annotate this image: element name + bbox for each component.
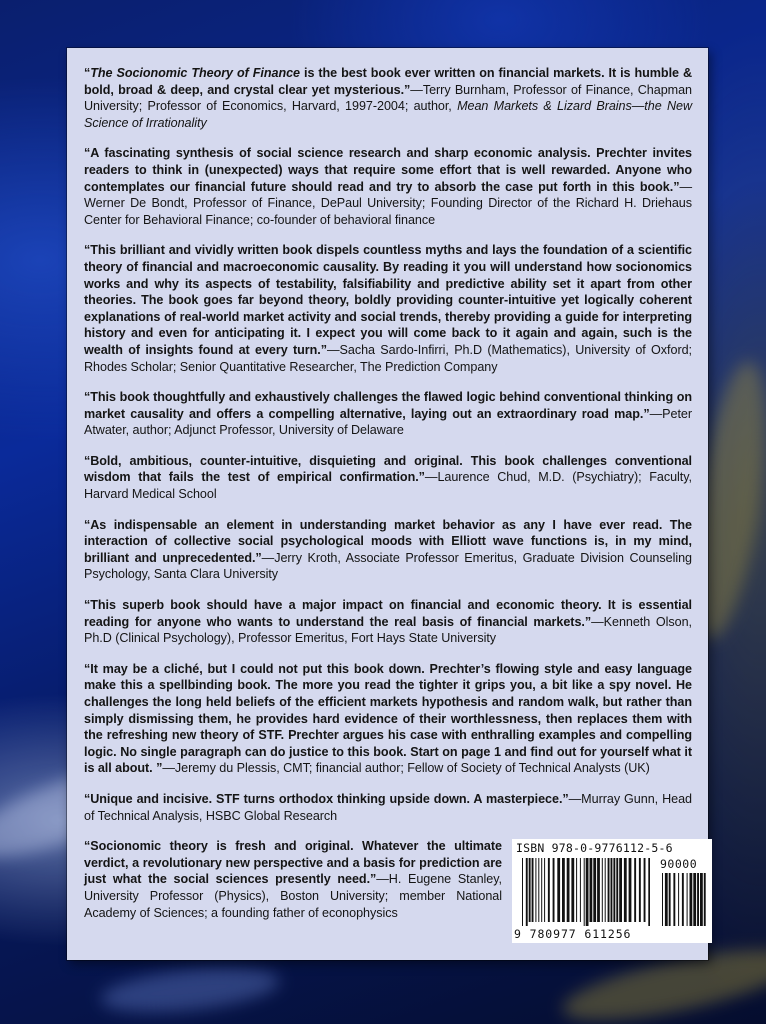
- quote-text: “It may be a cliché, but I could not put this book down. Prechter’s flowing style and easy language make this a spellbinding book. The more you read the tighter it grips you, a bit like a spy novel. He challenges the long held beliefs of the efficient markets hypothesis and random walk, but rather than simply dismissing them, he provides hard evidence of their worthlessness, then replaces them with the refreshing new theory of STF. Prechter argues his case with enthralling examples and compelling logic. No single paragraph can do justice to this book. Start on page 1 and find out for yourself what it is all about. ”: [84, 661, 692, 776]
- barcode-bar: [535, 858, 536, 922]
- testimonial-quote: [84, 389, 692, 439]
- attribution-book-title: Mean Markets & Lizard Brains—the New Science of Irrationality: [84, 99, 692, 130]
- barcode-bar: [678, 873, 679, 926]
- barcode-bar: [538, 858, 539, 922]
- barcode-bar: [590, 858, 593, 922]
- barcode-bar: [605, 858, 606, 922]
- quote-attribution: —Laurence Chud, M.D. (Psychiatry); Faculty, Harvard Medical School: [84, 470, 692, 502]
- barcode-bar: [567, 858, 570, 922]
- isbn-barcode: [512, 839, 712, 943]
- barcode-bar: [597, 858, 600, 922]
- barcode-bar: [693, 873, 696, 926]
- barcode-bar: [532, 858, 534, 922]
- barcode-bar: [619, 858, 622, 922]
- barcode-bar: [557, 858, 560, 922]
- quote-attribution: —Kenneth Olson, Ph.D (Clinical Psychology), Professor Emeritus, Fort Hays State University: [84, 614, 692, 646]
- quote-text: “Socionomic theory is fresh and original. Whatever the ultimate verdict, a revolutionary new perspective and a basis for prediction are just what the social sciences presently need.”: [84, 839, 502, 887]
- barcode-bar: [687, 873, 688, 926]
- barcode-bar: [602, 858, 603, 922]
- barcode-bar: [544, 858, 545, 922]
- isbn-label: ISBN 978-0-9776112-5-6: [516, 841, 673, 856]
- barcode-bar: [669, 873, 671, 926]
- testimonial-quote: [84, 242, 692, 375]
- barcode-bar: [611, 858, 613, 922]
- barcode-bar: [548, 858, 550, 922]
- barcode-bar: [682, 873, 684, 926]
- ean-barcode-bars: [522, 858, 650, 926]
- barcode-bar: [648, 858, 650, 926]
- testimonial-quote: [84, 791, 692, 824]
- quote-text: “This book thoughtfully and exhaustively challenges the flawed logic behind conventional thinking on market causality and offers a compelling alternative, laying out an extraordinary road map.”: [84, 390, 692, 421]
- quote-attribution: —H. Eugene Stanley, University Professor (Physics), Boston University; member National Academy of Sciences; a founding father of econophysics: [84, 872, 502, 920]
- barcode-bar: [665, 873, 668, 926]
- quote-text: “A fascinating synthesis of social science research and sharp economic analysis. Prechter invites readers to think in (unexpected) ways that require some effort that is well rewarded. Anyone who contemplates our financial future should read and try to absorb the case put forth in this book.”: [84, 146, 692, 194]
- barcode-bar: [580, 858, 581, 922]
- barcode-bar: [673, 873, 675, 926]
- barcode-bar: [526, 858, 528, 926]
- testimonial-quote: [84, 661, 692, 777]
- barcode-bar: [639, 858, 641, 922]
- barcode-bar: [644, 858, 646, 922]
- barcode-bar: [662, 873, 663, 926]
- barcode-bar: [593, 858, 596, 922]
- quote-attribution: —Terry Burnham, Professor of Finance, Chapman University; Professor of Economics, Harvard, 1997-2004; author,: [84, 82, 692, 114]
- barcode-bar: [584, 858, 585, 926]
- barcode-bar: [522, 858, 523, 926]
- price-code: 90000: [660, 857, 698, 872]
- barcode-bar: [608, 858, 610, 922]
- testimonial-quote: [84, 145, 692, 228]
- barcode-bar: [562, 858, 565, 922]
- testimonial-quote: [84, 597, 692, 647]
- quote-attribution: —Jeremy du Plessis, CMT; financial author; Fellow of Society of Technical Analysts (UK): [162, 761, 650, 776]
- quote-attribution: —Murray Gunn, Head of Technical Analysis, HSBC Global Research: [84, 791, 692, 823]
- testimonial-quote: [84, 453, 692, 503]
- quote-attribution: —Sacha Sardo-Infirri, Ph.D (Mathematics), University of Oxford; Rhodes Scholar; Senior Quantitative Researcher, The Prediction Company: [84, 342, 692, 374]
- barcode-bar: [616, 858, 618, 922]
- quote-text: “Bold, ambitious, counter-intuitive, disquieting and original. This book challenges conventional wisdom that fails the test of empirical confirmation.”: [84, 453, 692, 485]
- quote-text: “This brilliant and vividly written book dispels countless myths and lays the foundation of a scientific theory of financial and macroeconomic causality. By reading it you will understand how socionomics works and why its aspects of testability, falsifiability and predictive ability set it apart from other theories. The book goes far beyond theory, boldly providing counter-intuitive yet logically coherent explanations of real-world market activity and social trends, thereby providing a guide for interpreting history and even for anticipating it. I expect you will come back to it again and again, such is the wealth of insights found at every turn.”: [84, 243, 692, 357]
- quote-open-mark: “: [84, 66, 91, 80]
- barcode-bar: [576, 858, 577, 922]
- quote-text: “As indispensable an element in understanding market behavior as any I have ever read. The interaction of collective social psychological moods with Elliott wave functions is, in my mind, brilliant and unprecedented.”: [84, 517, 692, 565]
- barcode-digits: 9 780977 611256: [514, 927, 632, 942]
- quote-attribution: —Werner De Bondt, Professor of Finance, DePaul University; Founding Director of the Richard H. Driehaus Center for Behavioral Finance; co-founder of behavioral finance: [84, 179, 692, 227]
- barcode-bar: [700, 873, 703, 926]
- barcode-bar: [571, 858, 574, 922]
- barcode-bar: [529, 858, 531, 922]
- barcode-bar: [634, 858, 636, 922]
- barcode-bar: [541, 858, 542, 922]
- barcode-bar: [624, 858, 627, 922]
- background-light-streak: [98, 961, 281, 1020]
- testimonial-quote: [84, 838, 502, 921]
- barcode-bar: [697, 873, 699, 926]
- final-quote-row: [84, 838, 698, 942]
- barcode-bar: [586, 858, 589, 926]
- barcode-bar: [704, 873, 706, 926]
- testimonial-quote: [84, 517, 692, 583]
- barcode-bar: [553, 858, 555, 922]
- barcode-bar: [629, 858, 632, 922]
- book-title: The Socionomic Theory of Finance: [90, 66, 301, 80]
- testimonial-quote: [84, 65, 692, 131]
- barcode-bar: [690, 873, 693, 926]
- quote-attribution: —Jerry Kroth, Associate Professor Emeritus, Graduate Division Counseling Psychology, Santa Clara University: [84, 550, 692, 582]
- quote-attribution: —Peter Atwater, author; Adjunct Professor, University of Delaware: [84, 406, 692, 438]
- quote-text: is the best book ever written on financial markets. It is humble & bold, broad & deep, and crystal clear yet mysterious.”: [84, 66, 692, 97]
- back-cover-testimonial-panel: [67, 48, 708, 960]
- addon-barcode-bars: [662, 873, 706, 926]
- quote-text: “Unique and incisive. STF turns orthodox thinking upside down. A masterpiece.”: [84, 791, 569, 806]
- quote-text: “This superb book should have a major impact on financial and economic theory. It is essential reading for anyone who wants to understand the real basis of financial markets.”: [84, 598, 692, 629]
- barcode-bar: [613, 858, 615, 922]
